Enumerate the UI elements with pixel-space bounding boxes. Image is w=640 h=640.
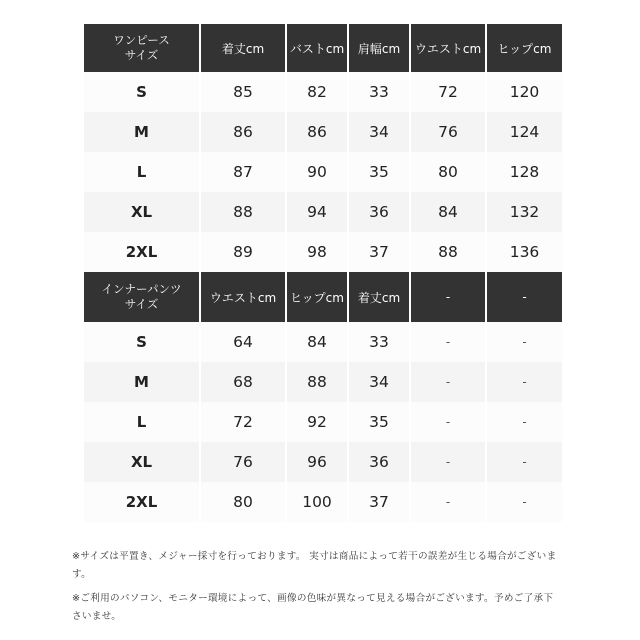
value-cell: 88 <box>200 192 286 232</box>
value-cell: 128 <box>486 152 562 192</box>
value-cell: 36 <box>348 442 410 482</box>
value-cell: 72 <box>410 72 486 112</box>
value-cell: - <box>486 442 562 482</box>
dress-row <box>84 152 562 192</box>
pants-row <box>84 322 562 362</box>
value-cell: 36 <box>348 192 410 232</box>
value-cell: 85 <box>200 72 286 112</box>
value-cell: - <box>486 322 562 362</box>
pants-length-header: 着丈cm <box>348 272 410 322</box>
pants-empty-header: - <box>410 272 486 322</box>
value-cell: 68 <box>200 362 286 402</box>
size-cell: M <box>84 112 200 152</box>
color-note-line-2: さいませ。 <box>72 611 122 622</box>
value-cell: 96 <box>286 442 348 482</box>
value-cell: 98 <box>286 232 348 272</box>
pants-row <box>84 442 562 482</box>
value-cell: 94 <box>286 192 348 232</box>
pants-row <box>84 362 562 402</box>
size-cell: L <box>84 402 200 442</box>
size-cell: M <box>84 362 200 402</box>
value-cell: 33 <box>348 72 410 112</box>
value-cell: 132 <box>486 192 562 232</box>
value-cell: 120 <box>486 72 562 112</box>
value-cell: - <box>410 482 486 522</box>
value-cell: - <box>410 442 486 482</box>
size-cell: 2XL <box>84 482 200 522</box>
value-cell: 84 <box>286 322 348 362</box>
dress-size-header: ワンピース サイズ <box>84 24 200 72</box>
measurement-note-line-2: す。 <box>72 569 92 580</box>
dress-length-header: 着丈cm <box>200 24 286 72</box>
value-cell: 124 <box>486 112 562 152</box>
size-cell: S <box>84 72 200 112</box>
pants-row <box>84 482 562 522</box>
dress-row <box>84 112 562 152</box>
value-cell: 76 <box>410 112 486 152</box>
dress-waist-header: ウエストcm <box>410 24 486 72</box>
value-cell: 34 <box>348 112 410 152</box>
size-chart <box>84 24 562 522</box>
value-cell: - <box>410 402 486 442</box>
value-cell: 35 <box>348 152 410 192</box>
dress-hip-header: ヒップcm <box>486 24 562 72</box>
value-cell: - <box>486 482 562 522</box>
size-table <box>84 24 562 522</box>
value-cell: 72 <box>200 402 286 442</box>
value-cell: 90 <box>286 152 348 192</box>
value-cell: 35 <box>348 402 410 442</box>
pants-header-row <box>84 272 562 322</box>
value-cell: 64 <box>200 322 286 362</box>
value-cell: 84 <box>410 192 486 232</box>
value-cell: 37 <box>348 232 410 272</box>
value-cell: - <box>410 322 486 362</box>
value-cell: 136 <box>486 232 562 272</box>
value-cell: 88 <box>286 362 348 402</box>
value-cell: 86 <box>286 112 348 152</box>
value-cell: 34 <box>348 362 410 402</box>
dress-header-row <box>84 24 562 72</box>
value-cell: 33 <box>348 322 410 362</box>
pants-empty-header: - <box>486 272 562 322</box>
size-notes <box>72 548 592 626</box>
pants-waist-header: ウエストcm <box>200 272 286 322</box>
value-cell: - <box>486 362 562 402</box>
value-cell: 80 <box>410 152 486 192</box>
size-cell: L <box>84 152 200 192</box>
dress-row <box>84 232 562 272</box>
value-cell: 37 <box>348 482 410 522</box>
value-cell: 82 <box>286 72 348 112</box>
value-cell: 88 <box>410 232 486 272</box>
pants-hip-header: ヒップcm <box>286 272 348 322</box>
value-cell: 80 <box>200 482 286 522</box>
value-cell: 86 <box>200 112 286 152</box>
value-cell: - <box>410 362 486 402</box>
value-cell: 76 <box>200 442 286 482</box>
size-cell: XL <box>84 192 200 232</box>
dress-row <box>84 192 562 232</box>
size-cell: XL <box>84 442 200 482</box>
value-cell: - <box>486 402 562 442</box>
dress-shoulder-header: 肩幅cm <box>348 24 410 72</box>
value-cell: 87 <box>200 152 286 192</box>
color-note-line-1: ※ご利用のパソコン、モニター環境によって、画像の色味が異なって見える場合がございます。予めご了承下 <box>72 593 554 604</box>
size-cell: S <box>84 322 200 362</box>
dress-row <box>84 72 562 112</box>
pants-size-header: インナーパンツ サイズ <box>84 272 200 322</box>
value-cell: 100 <box>286 482 348 522</box>
value-cell: 89 <box>200 232 286 272</box>
pants-row <box>84 402 562 442</box>
measurement-note-line-1: ※サイズは平置き、メジャー採寸を行っております。 実寸は商品によって若干の誤差が生じる場合がございま <box>72 551 557 562</box>
dress-bust-header: バストcm <box>286 24 348 72</box>
size-cell: 2XL <box>84 232 200 272</box>
value-cell: 92 <box>286 402 348 442</box>
